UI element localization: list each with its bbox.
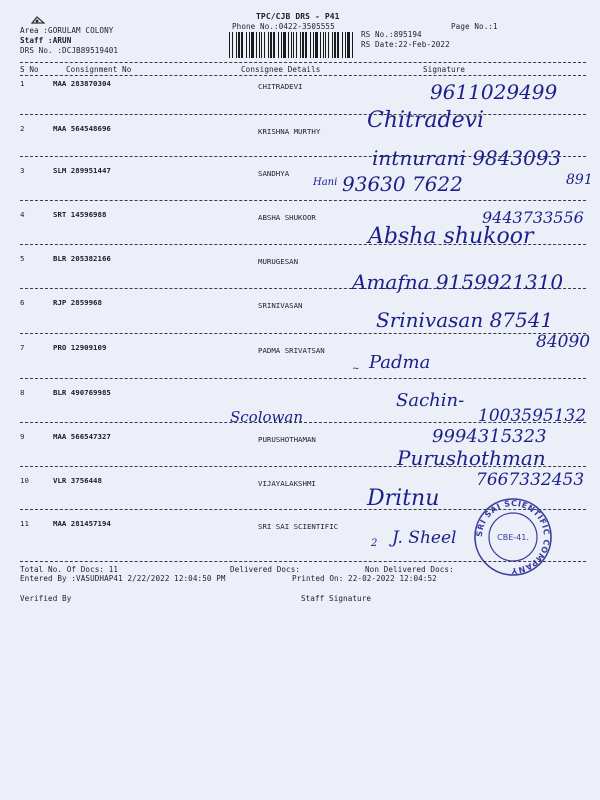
- barcode-bar: [328, 32, 329, 58]
- row-consignee: SANDHYA: [258, 169, 290, 178]
- handwritten-text: 891: [566, 172, 593, 188]
- barcode: [229, 32, 353, 58]
- handwritten-text: 93630 7622: [342, 172, 463, 196]
- row-sno: 7: [20, 343, 25, 352]
- divider: [20, 62, 586, 63]
- barcode-bar: [291, 32, 292, 58]
- row-consignment-no: BLR 490769985: [53, 388, 111, 397]
- row-sno: 1: [20, 79, 25, 88]
- barcode-bar: [270, 32, 272, 58]
- row-consignee: KRISHNA MURTHY: [258, 127, 321, 136]
- barcode-bar: [246, 32, 247, 58]
- row-sno: 6: [20, 298, 25, 307]
- barcode-bar: [236, 32, 237, 58]
- row-consignment-no: MAA 564548696: [53, 124, 111, 133]
- handwritten-signature: J. Sheel: [392, 528, 457, 548]
- handwritten-text: 2: [371, 538, 378, 549]
- barcode-bar: [305, 32, 307, 58]
- handwritten-signature: Absha shukoor: [368, 224, 534, 249]
- barcode-bar: [320, 32, 321, 58]
- handwritten-signature: Dritnu: [367, 486, 440, 511]
- handwritten-text: Scolowan: [230, 408, 303, 426]
- barcode-bar: [310, 32, 311, 58]
- document-title: TPC/CJB DRS - P41: [256, 12, 340, 21]
- verified-by: Verified By: [20, 594, 72, 603]
- handwritten-text: Sachin-: [396, 390, 465, 411]
- barcode-bar: [268, 32, 269, 58]
- svg-text:SRI SAI SCIENTIFIC COMPANY: SRI SAI SCIENTIFIC COMPANY: [474, 498, 552, 576]
- handwritten-text: intnurani 9843093: [372, 146, 562, 170]
- non-delivered-docs: Non Delivered Docs:: [365, 565, 454, 574]
- barcode-bar: [337, 32, 339, 58]
- col-sno: S No: [20, 65, 39, 74]
- col-consignee: Consignee Details: [241, 65, 321, 74]
- barcode-bar: [334, 32, 336, 58]
- barcode-bar: [325, 32, 326, 58]
- rs-date: RS Date:22-Feb-2022: [361, 40, 450, 49]
- handwritten-text: 9611029499: [430, 80, 558, 104]
- total-docs: Total No. Of Docs: 11: [20, 565, 119, 574]
- handwritten-text: ~: [352, 364, 360, 374]
- divider: [20, 378, 586, 379]
- row-sno: 3: [20, 166, 25, 175]
- row-consignee: SRINIVASAN: [258, 301, 303, 310]
- barcode-bar: [347, 32, 350, 58]
- row-consignment-no: RJP 2859968: [53, 298, 102, 307]
- handwritten-text: 84090: [536, 332, 591, 352]
- handwritten-signature: Purushothman: [397, 446, 546, 470]
- divider: [20, 114, 586, 115]
- staff-label: Staff :ARUN: [20, 36, 72, 45]
- barcode-bar: [229, 32, 230, 58]
- row-sno: 10: [20, 476, 29, 485]
- barcode-bar: [293, 32, 294, 58]
- handwritten-text: 9443733556: [482, 208, 584, 227]
- handwritten-text: 7667332453: [476, 470, 585, 490]
- row-consignee: MURUGESAN: [258, 257, 299, 266]
- row-consignee: VIJAYALAKSHMI: [258, 479, 316, 488]
- barcode-bar: [251, 32, 254, 58]
- barcode-bar: [241, 32, 243, 58]
- barcode-bar: [256, 32, 257, 58]
- handwritten-text: Amafna 9159921310: [352, 270, 564, 294]
- handwritten-signature: Chitradevi: [367, 108, 485, 133]
- barcode-bar: [342, 32, 343, 58]
- row-consignment-no: VLR 3756448: [53, 476, 102, 485]
- barcode-bar: [315, 32, 318, 58]
- row-sno: 8: [20, 388, 25, 397]
- row-sno: 9: [20, 432, 25, 441]
- barcode-bar: [278, 32, 279, 58]
- drs-number: DRS No. :DCJB89519401: [20, 46, 119, 55]
- barcode-bar: [273, 32, 275, 58]
- col-signature: Signature: [423, 65, 466, 74]
- company-stamp: [472, 496, 554, 578]
- staff-signature-label: Staff Signature: [301, 594, 372, 603]
- phone-number: Phone No.:0422-3505555: [232, 22, 335, 31]
- row-consignment-no: PRO 12909109: [53, 343, 107, 352]
- barcode-bar: [283, 32, 286, 58]
- divider: [20, 75, 586, 76]
- divider: [20, 200, 586, 201]
- barcode-bar: [352, 32, 353, 58]
- barcode-bar: [332, 32, 333, 58]
- handwritten-text: Srinivasan 87541: [376, 308, 554, 332]
- barcode-bar: [302, 32, 304, 58]
- area-label: Area :GORULAM COLONY: [20, 26, 114, 35]
- row-consignee: ABSHA SHUKOOR: [258, 213, 316, 222]
- barcode-bar: [281, 32, 282, 58]
- rs-number: RS No.:895194: [361, 30, 422, 39]
- col-consignment: Consignment No: [66, 65, 132, 74]
- barcode-bar: [259, 32, 260, 58]
- divider: [20, 561, 586, 562]
- barcode-bar: [238, 32, 240, 58]
- entered-by: Entered By :VASUDHAP41 2/22/2022 12:04:50 PM: [20, 574, 226, 583]
- handwritten-signature: Padma: [369, 352, 431, 373]
- row-consignee: SRI SAI SCIENTIFIC: [258, 522, 339, 531]
- barcode-bar: [296, 32, 297, 58]
- row-consignment-no: MAA 281457194: [53, 519, 111, 528]
- barcode-bar: [261, 32, 262, 58]
- handwritten-text: 1003595132: [478, 406, 587, 426]
- barcode-bar: [323, 32, 324, 58]
- logo-icon: [31, 10, 45, 20]
- row-consignment-no: BLR 205382166: [53, 254, 111, 263]
- row-consignment-no: SLM 289951447: [53, 166, 111, 175]
- row-consignee: PADMA SRIVATSAN: [258, 346, 325, 355]
- row-consignee: PURUSHOTHAMAN: [258, 435, 316, 444]
- barcode-bar: [300, 32, 301, 58]
- row-consignment-no: MAA 566547327: [53, 432, 111, 441]
- page-number: Page No.:1: [451, 22, 498, 31]
- barcode-bar: [232, 32, 233, 58]
- row-consignee: CHITRADEVI: [258, 82, 303, 91]
- row-sno: 5: [20, 254, 25, 263]
- barcode-bar: [249, 32, 250, 58]
- barcode-bar: [345, 32, 346, 58]
- printed-on: Printed On: 22-02-2022 12:04:52: [292, 574, 437, 583]
- delivered-docs: Delivered Docs:: [230, 565, 301, 574]
- row-sno: 2: [20, 124, 25, 133]
- row-sno: 4: [20, 210, 25, 219]
- svg-text:CBE-41.: CBE-41.: [497, 533, 529, 542]
- barcode-bar: [288, 32, 289, 58]
- handwritten-text: 9994315323: [432, 426, 547, 447]
- row-consignment-no: SRT 14596988: [53, 210, 107, 219]
- barcode-bar: [313, 32, 314, 58]
- divider: [20, 333, 586, 334]
- handwritten-text: Hani: [313, 177, 338, 188]
- row-consignment-no: MAA 283870304: [53, 79, 111, 88]
- row-sno: 11: [20, 519, 29, 528]
- barcode-bar: [264, 32, 265, 58]
